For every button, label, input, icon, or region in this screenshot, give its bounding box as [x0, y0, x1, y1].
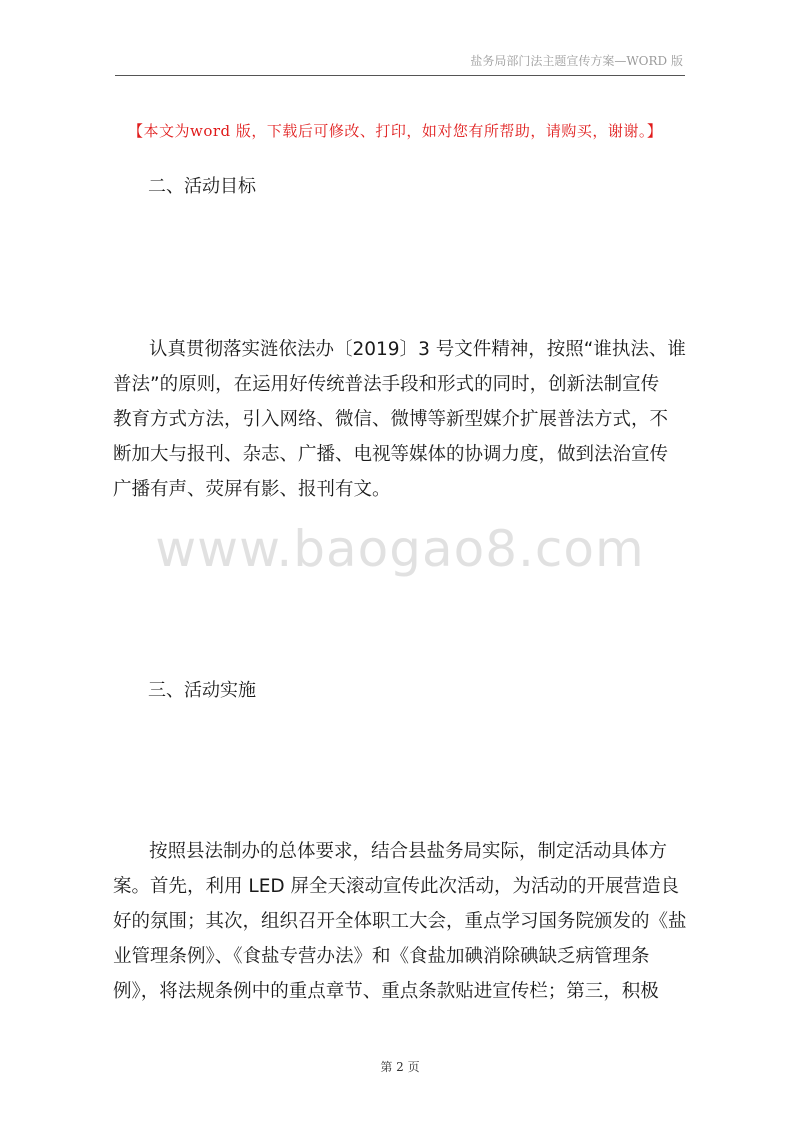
paragraph-line: 按照县法制办的总体要求，结合县盐务局实际，制定活动具体方 [149, 841, 668, 862]
paragraph-line: 断加大与报刊、杂志、广播、电视等媒体的协调力度，做到法治宣传 [113, 444, 669, 465]
paragraph-line: 普法”的原则，在运用好传统普法手段和形式的同时，创新法制宣传 [113, 374, 660, 395]
paragraph-line: 认真贯彻落实涟依法办〔2019〕3 号文件精神，按照“谁执法、谁 [149, 339, 686, 360]
header-title: 盐务局部门法主题宣传方案—WORD 版 [470, 54, 683, 68]
header-rule [115, 75, 685, 76]
section-heading-goals: 二、活动目标 [148, 176, 256, 197]
paragraph-line: 教育方式方法，引入网络、微信、微博等新型媒介扩展普法方式，不 [113, 409, 669, 430]
watermark: www.baogao8.com [155, 520, 645, 578]
paragraph-implementation [113, 834, 688, 1009]
purchase-notice: 【本文为word 版，下载后可修改、打印，如对您有所帮助，请购买，谢谢。】 [128, 122, 663, 140]
paragraph-line: 业管理条例》、《食盐专营办法》和《食盐加碘消除碘缺乏病管理条 [113, 946, 650, 967]
paragraph-line: 好的氛围；其次，组织召开全体职工大会，重点学习国务院颁发的《盐 [113, 911, 687, 932]
section-heading-implementation: 三、活动实施 [148, 680, 256, 701]
paragraph-line: 广播有声、荧屏有影、报刊有文。 [113, 479, 391, 500]
page-number: 第 2 页 [380, 1060, 420, 1074]
paragraph-goals [113, 332, 688, 507]
paragraph-line: 案。首先，利用 LED 屏全天滚动宣传此次活动，为活动的开展营造良 [113, 876, 680, 897]
paragraph-line: 例》，将法规条例中的重点章节、重点条款贴进宣传栏；第三，积极 [113, 981, 659, 1002]
